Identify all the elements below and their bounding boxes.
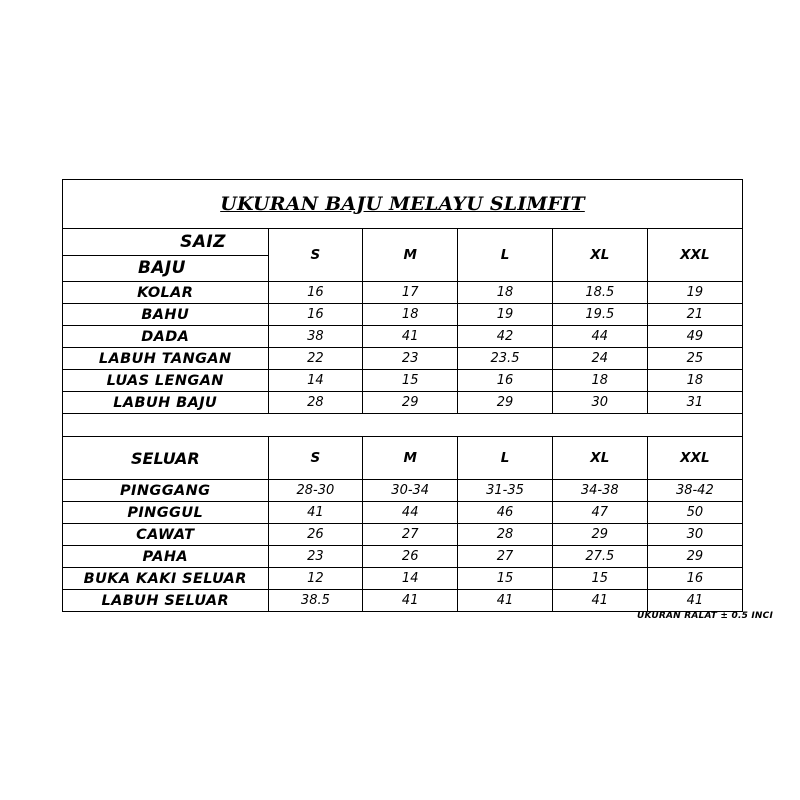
measurement-label: BAHU bbox=[63, 304, 268, 326]
measurement-value: 14 bbox=[363, 568, 458, 590]
measurement-value: 38-42 bbox=[647, 480, 742, 502]
measurement-value: 49 bbox=[647, 326, 742, 348]
seluar-header-row bbox=[63, 437, 742, 480]
measurement-label: LABUH BAJU bbox=[63, 392, 268, 414]
measurement-value: 41 bbox=[268, 502, 363, 524]
size-header-cell: L bbox=[458, 229, 553, 282]
spacer-row bbox=[63, 414, 742, 437]
title-row bbox=[63, 180, 742, 229]
measurement-value: 38 bbox=[268, 326, 363, 348]
table-row bbox=[63, 590, 742, 612]
size-header-cell: M bbox=[363, 229, 458, 282]
size-header-cell: XL bbox=[552, 437, 647, 480]
measurement-value: 25 bbox=[647, 348, 742, 370]
measurement-value: 50 bbox=[647, 502, 742, 524]
measurement-value: 26 bbox=[363, 546, 458, 568]
measurement-value: 28-30 bbox=[268, 480, 363, 502]
measurement-value: 29 bbox=[458, 392, 553, 414]
measurement-label: LUAS LENGAN bbox=[63, 370, 268, 392]
measurement-value: 27 bbox=[458, 546, 553, 568]
measurement-value: 29 bbox=[647, 546, 742, 568]
measurement-value: 34-38 bbox=[552, 480, 647, 502]
table-row bbox=[63, 370, 742, 392]
baju-label: BAJU bbox=[138, 257, 186, 278]
measurement-value: 19 bbox=[647, 282, 742, 304]
measurement-value: 26 bbox=[268, 524, 363, 546]
measurement-value: 24 bbox=[552, 348, 647, 370]
baju-header-cell bbox=[63, 229, 268, 282]
measurement-value: 15 bbox=[552, 568, 647, 590]
table-row bbox=[63, 546, 742, 568]
measurement-value: 17 bbox=[363, 282, 458, 304]
table-row bbox=[63, 568, 742, 590]
size-header-cell: XXL bbox=[647, 229, 742, 282]
measurement-value: 44 bbox=[363, 502, 458, 524]
measurement-value: 14 bbox=[268, 370, 363, 392]
measurement-value: 16 bbox=[458, 370, 553, 392]
measurement-value: 31 bbox=[647, 392, 742, 414]
measurement-value: 19 bbox=[458, 304, 553, 326]
measurement-label: PAHA bbox=[63, 546, 268, 568]
size-header-cell: S bbox=[268, 229, 363, 282]
measurement-value: 18.5 bbox=[552, 282, 647, 304]
measurement-value: 47 bbox=[552, 502, 647, 524]
measurement-value: 46 bbox=[458, 502, 553, 524]
measurement-value: 18 bbox=[363, 304, 458, 326]
measurement-value: 30-34 bbox=[363, 480, 458, 502]
size-header-cell: XXL bbox=[647, 437, 742, 480]
measurement-label: BUKA KAKI SELUAR bbox=[63, 568, 268, 590]
measurement-value: 12 bbox=[268, 568, 363, 590]
measurement-value: 21 bbox=[647, 304, 742, 326]
tolerance-note: UKURAN RALAT ± 0.5 INCI bbox=[637, 611, 774, 621]
measurement-value: 15 bbox=[363, 370, 458, 392]
measurement-value: 41 bbox=[363, 590, 458, 612]
measurement-value: 41 bbox=[647, 590, 742, 612]
measurement-value: 38.5 bbox=[268, 590, 363, 612]
size-header-cell: M bbox=[363, 437, 458, 480]
measurement-value: 16 bbox=[268, 282, 363, 304]
table-row bbox=[63, 392, 742, 414]
baju-header-stack bbox=[63, 230, 268, 281]
measurement-value: 30 bbox=[552, 392, 647, 414]
saiz-label: SAIZ bbox=[63, 230, 268, 256]
chart-title: UKURAN BAJU MELAYU SLIMFIT bbox=[220, 193, 585, 215]
table-row bbox=[63, 348, 742, 370]
measurement-value: 44 bbox=[552, 326, 647, 348]
measurement-label: PINGGUL bbox=[63, 502, 268, 524]
measurement-label: PINGGANG bbox=[63, 480, 268, 502]
size-header-cell: L bbox=[458, 437, 553, 480]
size-header-cell: S bbox=[268, 437, 363, 480]
measurement-label: LABUH SELUAR bbox=[63, 590, 268, 612]
seluar-header-cell: SELUAR bbox=[63, 437, 268, 480]
measurement-value: 18 bbox=[458, 282, 553, 304]
measurement-value: 18 bbox=[647, 370, 742, 392]
measurement-value: 28 bbox=[268, 392, 363, 414]
measurement-value: 30 bbox=[647, 524, 742, 546]
measurement-value: 41 bbox=[552, 590, 647, 612]
measurement-label: KOLAR bbox=[63, 282, 268, 304]
measurement-value: 22 bbox=[268, 348, 363, 370]
measurement-value: 15 bbox=[458, 568, 553, 590]
spacer-cell bbox=[63, 414, 742, 437]
measurement-value: 29 bbox=[363, 392, 458, 414]
baju-header-row bbox=[63, 229, 742, 282]
measurement-value: 23 bbox=[363, 348, 458, 370]
measurement-label: CAWAT bbox=[63, 524, 268, 546]
table-row bbox=[63, 304, 742, 326]
measurement-value: 41 bbox=[363, 326, 458, 348]
measurement-value: 23.5 bbox=[458, 348, 553, 370]
measurement-value: 29 bbox=[552, 524, 647, 546]
measurement-value: 18 bbox=[552, 370, 647, 392]
measurement-label: DADA bbox=[63, 326, 268, 348]
measurement-value: 41 bbox=[458, 590, 553, 612]
size-table bbox=[63, 229, 742, 611]
measurement-value: 19.5 bbox=[552, 304, 647, 326]
table-row bbox=[63, 480, 742, 502]
table-row bbox=[63, 524, 742, 546]
table-row bbox=[63, 326, 742, 348]
measurement-value: 27 bbox=[363, 524, 458, 546]
measurement-value: 27.5 bbox=[552, 546, 647, 568]
measurement-value: 16 bbox=[647, 568, 742, 590]
measurement-value: 28 bbox=[458, 524, 553, 546]
measurement-value: 16 bbox=[268, 304, 363, 326]
measurement-value: 31-35 bbox=[458, 480, 553, 502]
size-header-cell: XL bbox=[552, 229, 647, 282]
measurement-label: LABUH TANGAN bbox=[63, 348, 268, 370]
measurement-value: 42 bbox=[458, 326, 553, 348]
size-chart bbox=[62, 179, 743, 612]
measurement-value: 23 bbox=[268, 546, 363, 568]
table-row bbox=[63, 502, 742, 524]
table-row bbox=[63, 282, 742, 304]
